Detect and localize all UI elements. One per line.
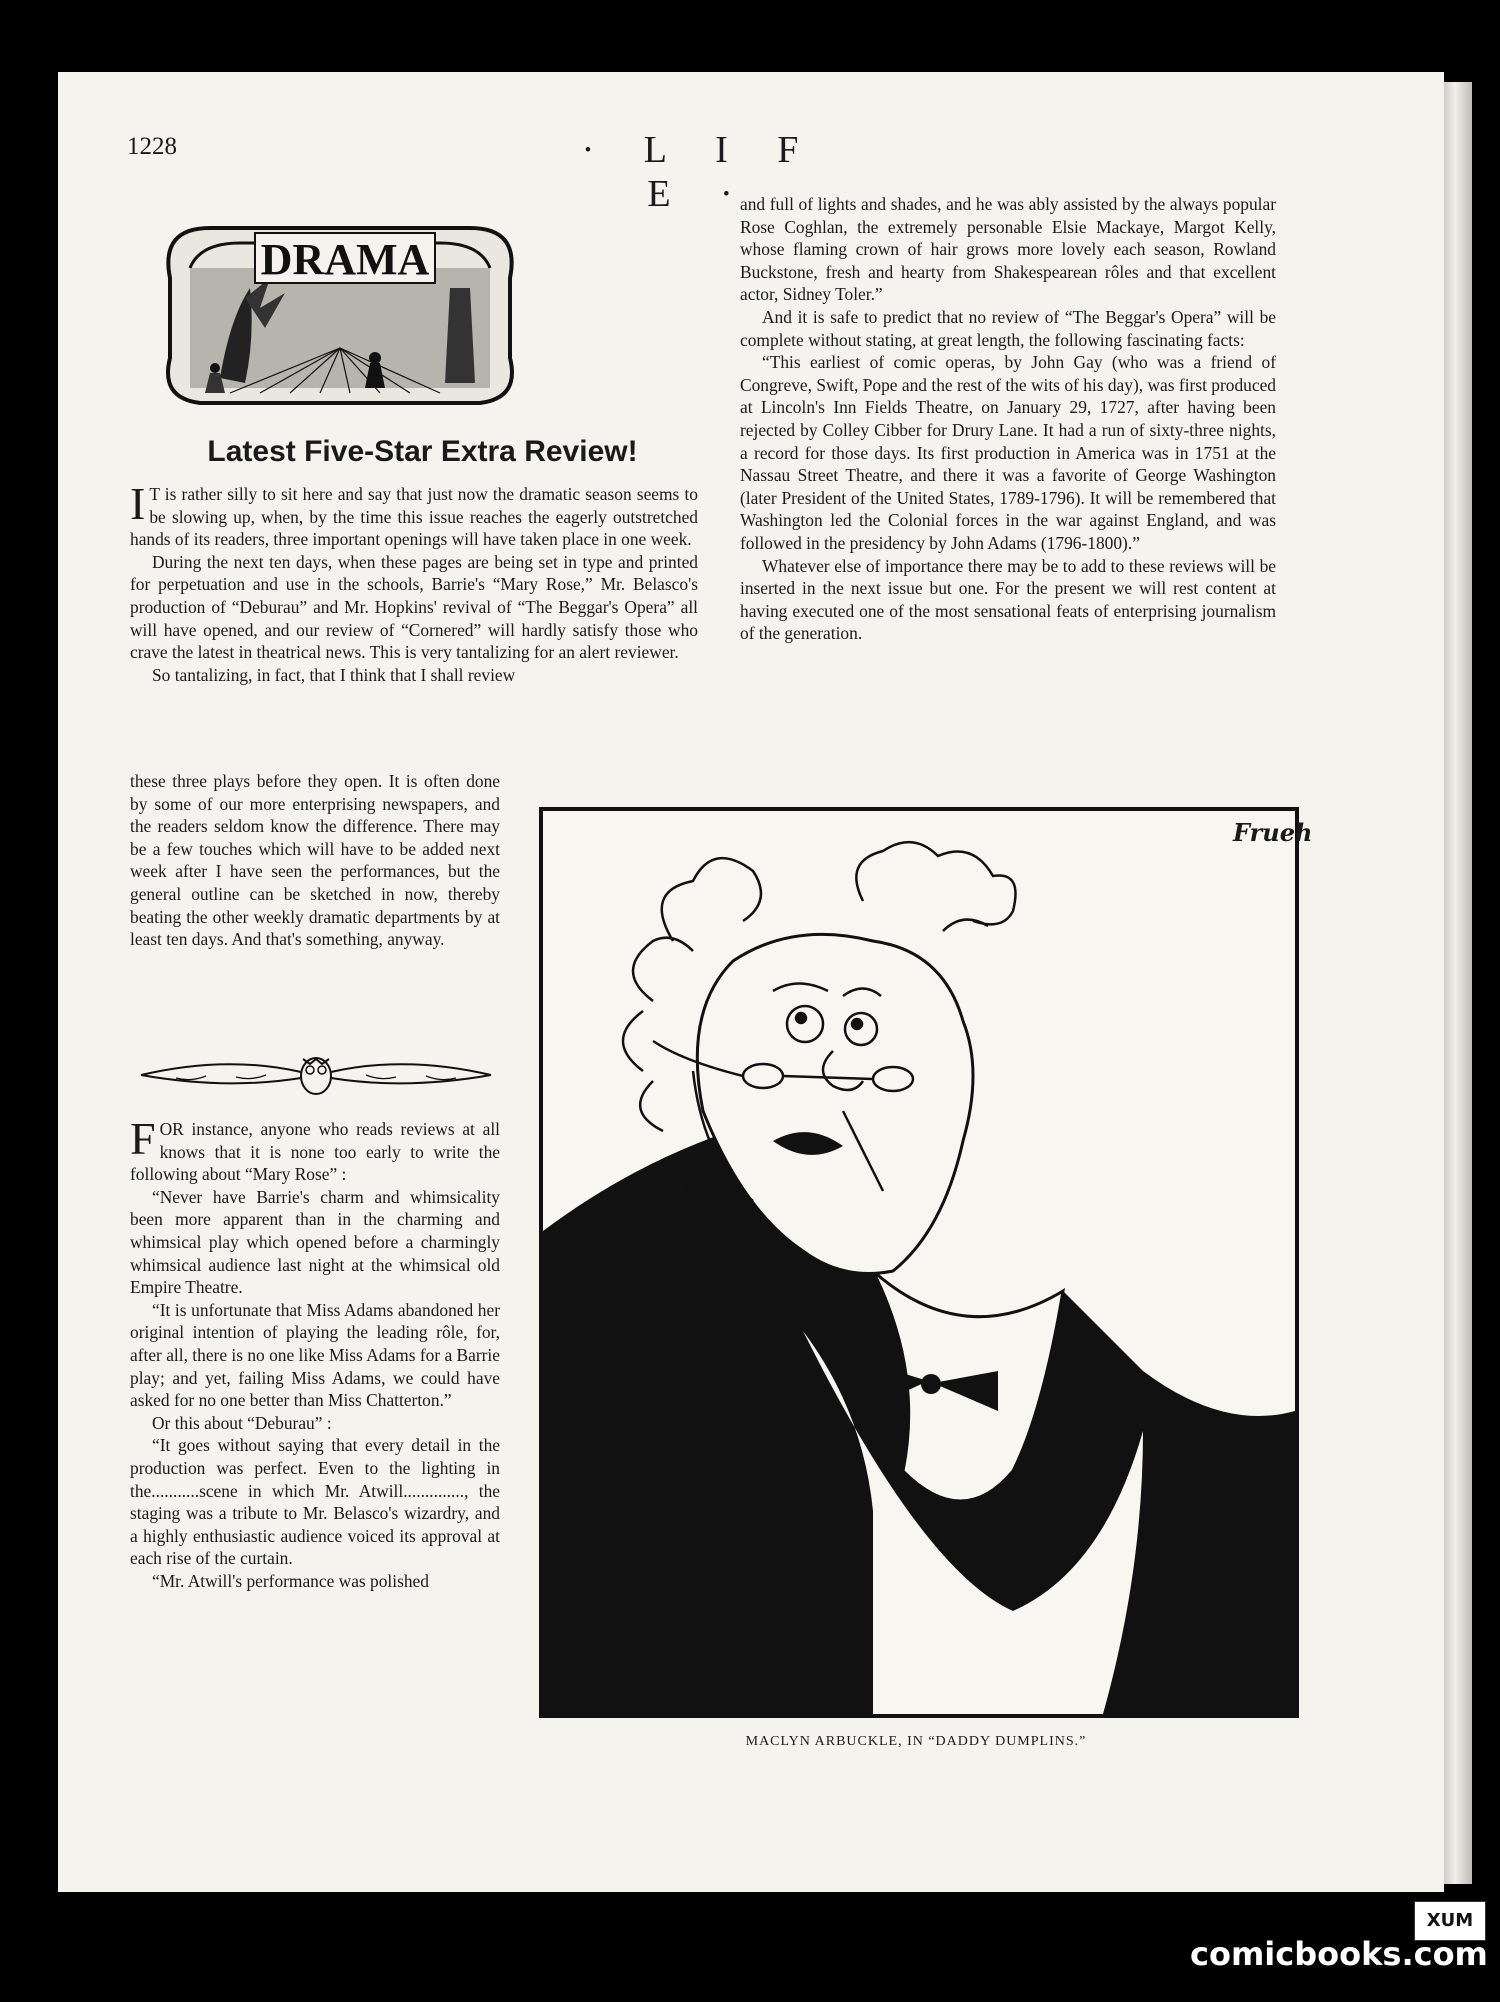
- article-paragraph: “This earliest of comic operas, by John Gay (who was a friend of Congreve, Swift, Pope and the rest of the wits of his day), was first produced at Lincoln's Inn Fields Theatre, on January 29, 1727, after having been rejected by Colley Cibber for Drury Lane. It had a run of sixty-three nights, a record for those days. Its first production in America was in 1751 at the Nassau Street Theatre, and there it was a favorite of George Washington (later President of the United States, 1789-1796). It will be remembered that Washington led the Colonial forces in the war against England, and was followed in the presidency by John Adams (1796-1800).”: [740, 352, 1276, 553]
- xum-badge: XUM: [1414, 1901, 1486, 1941]
- article-paragraph: Whatever else of importance there may be to add to these reviews will be inserted in the next issue but one. For the present we will rest content at having executed one of the most sensational feats of enterprising journalism of the generation.: [740, 555, 1276, 644]
- article-paragraph: “Never have Barrie's charm and whimsicality been more apparent than in the charming and whimsical play which opened before a charmingly whimsical audience last night at the whimsical old Empire Theatre.: [130, 1186, 500, 1298]
- left-column-bottom: [130, 1113, 500, 1592]
- drop-cap-letter: F: [130, 1113, 156, 1164]
- drama-banner-illustration: [150, 208, 530, 413]
- caricature-frame: [539, 807, 1299, 1718]
- left-column-top: [130, 478, 698, 686]
- drop-cap-letter: I: [130, 478, 146, 529]
- article-paragraph: “It is unfortunate that Miss Adams abandoned her original intention of playing the leading rôle, for, after all, there is no one like Miss Adams for a Barrie play; and yet, failing Miss Adams, we could have asked for no one better than Miss Chatterton.”: [130, 1299, 500, 1411]
- article-paragraph: Or this about “Deburau” :: [152, 1412, 332, 1433]
- page-number: 1228: [127, 133, 177, 160]
- next-page-edge: [1444, 82, 1472, 1884]
- article-paragraph: “Mr. Atwill's performance was polished: [152, 1570, 429, 1591]
- banner-title: DRAMA: [260, 235, 430, 284]
- right-column: [740, 193, 1276, 645]
- article-paragraph: During the next ten days, when these pages are being set in type and printed for perpetuation and use in the schools, Barrie's “Mary Rose,” Mr. Belasco's production of “Deburau” and Mr. Hopkins' revival of “The Beggar's Opera” all will have opened, and our review of “Cornered” will hardly satisfy those who crave the latest in theatrical news. This is very tantalizing for an alert reviewer.: [130, 551, 698, 663]
- article-paragraph: And it is safe to predict that no review of “The Beggar's Opera” will be complete without stating, at great length, the following fascinating facts:: [740, 306, 1276, 350]
- article-paragraph: and full of lights and shades, and he was ably assisted by the always popular Rose Coghlan, the extremely personable Elsie Mackaye, Margot Kelly, whose flaming crown of hair grows more lovely each season, Rowland Buckstone, fresh and hearty from Shakespearean rôles and that excellent actor, Sidney Toler.”: [740, 194, 1276, 305]
- article-paragraph: FOR instance, anyone who reads reviews at all knows that it is none too early to write the following about “Mary Rose” :: [130, 1113, 500, 1185]
- site-watermark: comicbooks.com: [1190, 1935, 1488, 1973]
- left-column-middle: [130, 770, 500, 951]
- article-paragraph: “It goes without saying that every detail in the production was perfect. Even to the lighting in the...........scene in which Mr. Atwill.............., the staging was a tribute to Mr. Belasco's wizardry, and a highly enthusiastic audience voiced its approval at each rise of the curtain.: [130, 1435, 500, 1569]
- article-paragraph: I T is rather silly to sit here and say that just now the dramatic season seems to be slowing up, when, by the time this issue reaches the eagerly outstretched hands of its readers, three important openings will have taken place in one week.: [130, 478, 698, 550]
- article-paragraph: these three plays before they open. It is often done by some of our more enterprising newspapers, and the readers seldom know the difference. There may be a few touches which will have to be added next week after I have seen the performances, but the general outline can be sketched in now, thereby beating the other weekly dramatic departments by at least ten days. And that's something, anyway.: [130, 771, 500, 950]
- owl-divider-ornament: [136, 1050, 496, 1100]
- caricature-caption: MACLYN ARBUCKLE, IN “DADDY DUMPLINS.”: [745, 1734, 1087, 1749]
- article-headline: Latest Five-Star Extra Review!: [207, 435, 638, 468]
- masthead: · L I F E ·: [581, 129, 819, 215]
- artist-signature: Frueh: [1233, 818, 1313, 847]
- caricature-drawing: [543, 811, 1295, 1714]
- article-paragraph: So tantalizing, in fact, that I think that I shall review: [152, 664, 516, 685]
